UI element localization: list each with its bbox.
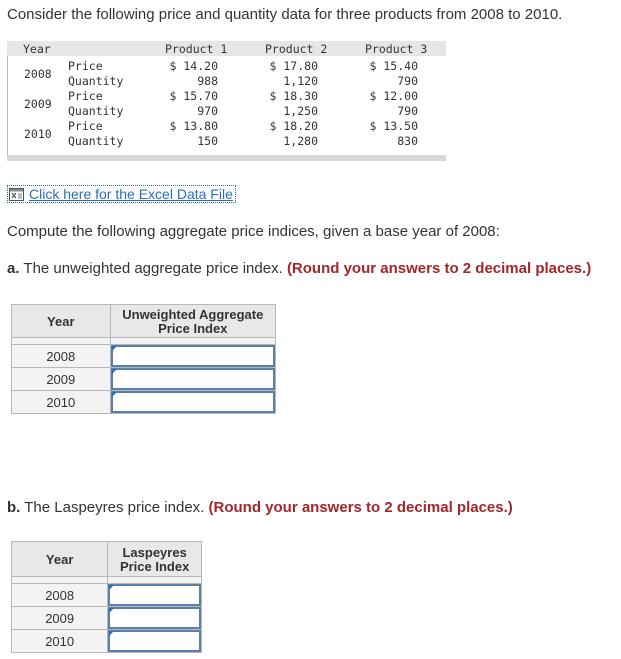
cell-p3: $ 12.00 — [369, 89, 418, 103]
row-year: 2010 — [24, 127, 52, 141]
unweighted-2008-cell[interactable] — [110, 345, 275, 368]
row-label: Price — [68, 89, 103, 103]
question-b-text: The Laspeyres price index. — [20, 499, 209, 516]
year-2010: 2010 — [12, 391, 111, 414]
question-b-letter: b. — [7, 499, 21, 516]
table-body — [7, 56, 447, 157]
input-flag-icon — [109, 585, 114, 590]
input-flag-icon — [109, 631, 114, 636]
col-header-line2: Price Index — [119, 559, 190, 574]
row-label: Quantity — [68, 134, 124, 148]
col-header-line1: Unweighted Aggregate — [122, 307, 264, 322]
row-label: Price — [68, 119, 103, 133]
cell-p2: $ 18.20 — [269, 119, 318, 133]
row-label: Price — [68, 59, 103, 73]
input-flag-icon — [112, 369, 117, 374]
laspeyres-index-table — [11, 541, 202, 653]
unweighted-2010-cell[interactable] — [110, 391, 275, 414]
spacer-cell — [12, 338, 111, 345]
cell-p1: $ 14.20 — [169, 59, 218, 73]
col-header-unweighted-index — [110, 305, 275, 338]
cell-p3: $ 15.40 — [369, 59, 418, 73]
cell-p1: $ 13.80 — [169, 119, 218, 133]
question-b — [7, 499, 513, 516]
input-border — [108, 584, 201, 606]
row-year: 2009 — [24, 97, 52, 111]
year-2009: 2009 — [12, 607, 108, 630]
excel-link-frame[interactable] — [7, 185, 236, 203]
col-header-line1: Laspeyres — [122, 545, 187, 560]
cell-p3: 830 — [397, 134, 418, 148]
col-header-laspeyres-index — [108, 542, 202, 577]
input-border — [111, 345, 275, 367]
table-footer-bar — [7, 155, 446, 161]
problem-intro: Consider the following price and quantity data for three products from 2008 to 2010. — [7, 6, 563, 23]
year-2009: 2009 — [12, 368, 111, 391]
unweighted-index-table — [11, 304, 276, 414]
input-flag-icon — [112, 346, 117, 351]
cell-p1: $ 15.70 — [169, 89, 218, 103]
header-year: Year — [23, 42, 51, 56]
input-flag-icon — [109, 608, 114, 613]
input-border — [111, 391, 275, 413]
question-a — [7, 260, 591, 277]
col-header-year: Year — [12, 542, 108, 577]
cell-p2: 1,120 — [283, 74, 318, 88]
col-header-line2: Price Index — [158, 321, 228, 336]
spacer-cell — [108, 577, 202, 584]
row-label: Quantity — [68, 104, 124, 118]
excel-data-link[interactable] — [7, 185, 236, 203]
unweighted-2009-cell[interactable] — [110, 368, 275, 391]
col-header-year: Year — [12, 305, 111, 338]
question-a-letter: a. — [7, 260, 20, 277]
header-product-3: Product 3 — [365, 42, 428, 56]
cell-p3: 790 — [397, 104, 418, 118]
excel-link-text[interactable]: Click here for the Excel Data File — [29, 186, 233, 202]
cell-p1: 988 — [197, 74, 218, 88]
cell-p2: 1,280 — [283, 134, 318, 148]
cell-p1: 150 — [197, 134, 218, 148]
cell-p2: $ 18.30 — [269, 89, 318, 103]
spacer-cell — [12, 577, 108, 584]
cell-p3: $ 13.50 — [369, 119, 418, 133]
question-a-rounding: (Round your answers to 2 decimal places.) — [286, 260, 592, 277]
header-product-1: Product 1 — [165, 42, 228, 56]
year-2008: 2008 — [12, 584, 108, 607]
laspeyres-2009-cell[interactable] — [108, 607, 202, 630]
cell-p1: 970 — [197, 104, 218, 118]
compute-instruction: Compute the following aggregate price indices, given a base year of 2008: — [7, 223, 500, 240]
year-2010: 2010 — [12, 630, 108, 653]
input-border — [111, 368, 275, 390]
input-flag-icon — [112, 392, 117, 397]
cell-p2: 1,250 — [283, 104, 318, 118]
question-b-rounding: (Round your answers to 2 decimal places.) — [208, 499, 513, 516]
year-2008: 2008 — [12, 345, 111, 368]
question-a-text: The unweighted aggregate price index. — [19, 260, 287, 277]
row-year: 2008 — [24, 67, 52, 81]
table-header-row — [7, 41, 446, 56]
row-label: Quantity — [68, 74, 124, 88]
header-product-2: Product 2 — [265, 42, 328, 56]
cell-p2: $ 17.80 — [269, 59, 318, 73]
spacer-cell — [110, 338, 275, 345]
laspeyres-2008-cell[interactable] — [108, 584, 202, 607]
excel-file-icon — [9, 188, 25, 201]
input-border — [108, 630, 201, 652]
cell-p3: 790 — [397, 74, 418, 88]
laspeyres-2010-cell[interactable] — [108, 630, 202, 653]
input-border — [108, 607, 201, 629]
